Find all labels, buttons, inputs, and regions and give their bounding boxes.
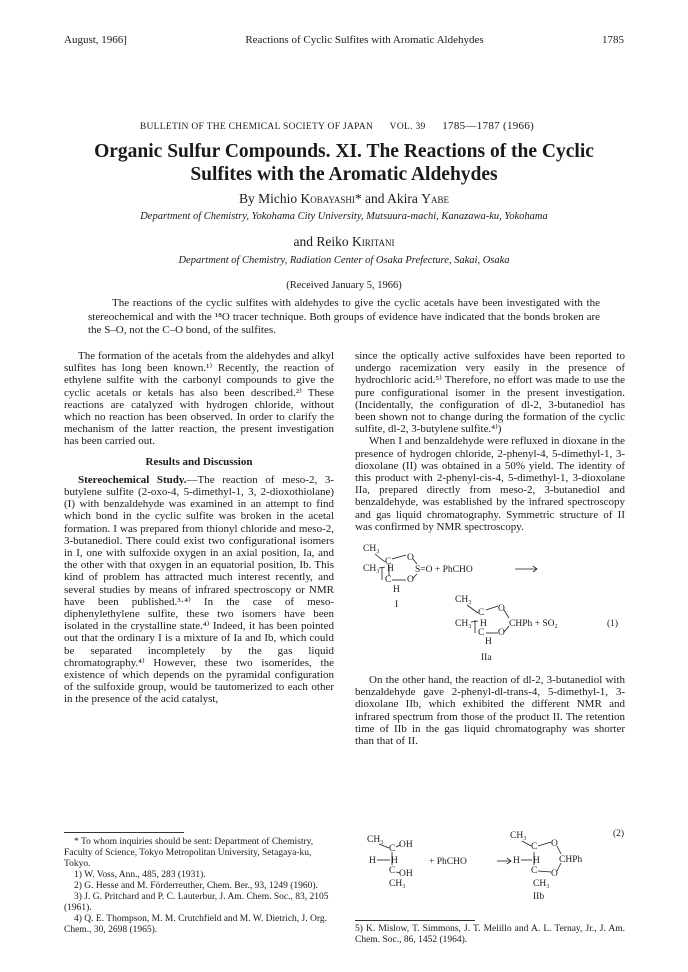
abstract: The reactions of the cyclic sulfites with aldehydes to give the cyclic acetals have been investigated with the stereochemical and with the ¹⁸O tracer technique. Both groups of evidence have indicated that the bonds broken are the S–O, not the C–O bond, of the sulfites. [88, 297, 600, 336]
s2-plus-benzaldehyde: + PhCHO [429, 857, 467, 867]
received-date: (Received January 5, 1966) [286, 280, 402, 291]
footnotes [64, 837, 334, 936]
footnote-2: 2) G. Hesse and M. Förderreuther, Chem. Ber., 93, 1249 (1960). [74, 881, 318, 891]
s2-h-left: H [369, 856, 376, 866]
author-prefix: By Michio [238, 191, 301, 206]
s2-prod-h-left: H [513, 856, 520, 866]
reaction-scheme-1 [355, 540, 630, 665]
s1-prod-o-top: O [498, 604, 505, 614]
equation-2-number: (2) [613, 829, 625, 839]
stereo-text: —The reaction of meso-2, 3-butylene sulfite (2-oxo-4, 5-dimethyl-1, 3, 2-dioxothiolane) (I) with benzaldehyde was examined in an attempt to find which bond in the cyclic sulfite was broken in the acetal formation. I was prepared from thionyl chloride and meso-2, 3-butanediol. There could exist two configurational isomers in I, one with sulfoxide oxygen in an axial position, Ia, and the other with that oxygen in an equatorial position, Ib. This kind of problem has attracted much interest recently, and several studies by means of infrared spectroscopy or NMR have been published.³·⁴⁾ In the case of meso-diphenylethylene sulfite, these two isomers have been isolated in the crystalline state.⁴⁾ Indeed, it has been pointed out that the ordinary I is a mixture of Ia and Ib, which could be separated incompletely by the gas liquid chromatography.⁴⁾ However, these two isomerides, the existence of which depends on the pyramidal configuration of the sulfoxide group, would be tautomerized to each other in the presence of the acid catalyst, [64, 473, 334, 706]
s2-oh-bottom: OH [399, 869, 413, 879]
s1-sulfite: S=O + PhCHO [415, 565, 473, 575]
intro-paragraph: The formation of the acetals from the aldehydes and alkyl sulfites has long been known.¹⁾ Recently, the reaction of ethylene sulfite with the carbonyl compounds to give the cyclic acetals or ketals has also been described.²⁾ These reactions are catalyzed with hydrogen chloride, without which no reaction has been observed. In order to clarify the mechanism of the latter reaction, the present investigation has been carried out. [64, 350, 334, 448]
footnote-5-rule [355, 920, 475, 921]
s2-prod-ch3-bottom: CH₃ [533, 879, 550, 889]
label-IIb: IIb [533, 892, 545, 902]
label-I: I [395, 600, 399, 610]
footnote-5: 5) K. Mislow, T. Simmons, J. T. Melillo and A. L. Ternay, Jr., J. Am. Chem. Soc., 86, 1452 (1964). [355, 924, 625, 945]
s1-ch3-top: CH₃ [363, 544, 380, 554]
s1-o-top: O [407, 553, 414, 563]
journal-pages: 1785—1787 (1966) [442, 120, 535, 132]
label-IIa: IIa [481, 653, 492, 663]
s2-prod-c-top: C [531, 842, 538, 852]
s1-prod-o-bottom: O [498, 628, 505, 638]
author-surname-3: Kiritani [351, 234, 395, 249]
s1-h-2: H [393, 585, 400, 595]
reflux-paragraph: When I and benzaldehyde were refluxed in dioxane in the presence of hydrogen chloride, 2-phenyl-4, 5-dimethyl-1, 3-dioxolane (II) was obtained in a 50% yield. The identity of this product with 2-phenyl-cis-4, 5-dimethyl-1, 3-dioxolane IIa, prepared directly from meso-2, 3-butanediol and benzaldehyde, was established by the infrared spectroscopy and gas liquid chromatography. Symmetric structure of II was confirmed by NMR spectroscopy. [355, 435, 625, 533]
s1-prod-c-top: C [478, 608, 485, 618]
s1-prod-c-bottom: C [478, 628, 485, 638]
affiliation-1: Department of Chemistry, Yokohama City University, Mutsuura-machi, Kanazawa-ku, Yokohama [140, 211, 548, 222]
s2-oh-top: OH [399, 840, 413, 850]
title-line-2: Sulfites with the Aromatic Aldehydes [190, 164, 498, 185]
running-head-date: August, 1966] [64, 34, 127, 46]
s2-prod-c-bottom: C [531, 866, 538, 876]
s2-prod-h-mid: H [533, 856, 540, 866]
journal-name: BULLETIN OF THE CHEMICAL SOCIETY OF JAPAN [139, 122, 374, 132]
footnote-3: 3) J. G. Pritchard and P. C. Lauterbur, J. Am. Chem. Soc., 83, 2105 (1961). [64, 892, 329, 913]
author-prefix-2: and Reiko [293, 234, 352, 249]
running-head [64, 34, 624, 46]
equation-1-number: (1) [607, 619, 619, 629]
s1-prod-h-1: H [480, 619, 487, 629]
bulletin-line [64, 120, 624, 132]
paper-title [64, 140, 624, 186]
author-mid: * and Akira [354, 191, 422, 206]
authors-line-1 [64, 191, 624, 207]
s2-c-bottom: C [389, 866, 396, 876]
racemization-paragraph: since the optically active sulfoxides have been reported to undergo racemization very easily in the presence of hydrochloric acid.⁵⁾ Therefore, no effort was made to use the pure configurational isomer in the present investigation. (Incidentally, the configuration of dl-2, 3-butanediol has been shown not to change during the formation of the cyclic sulfite, dl-2, 3-butylene sulfite.⁴⁾) [355, 350, 625, 436]
dl-paragraph: On the other hand, the reaction of dl-2, 3-butanediol with benzaldehyde gave 2-phenyl-dl-trans-4, 5-dimethyl-1, 3-dioxolane IIb, which exhibited the different NMR and infrared spectrum from those of the product II. The retention time of IIb in the gas liquid chromatography was shorter than that of II. [355, 674, 625, 748]
right-column [355, 350, 625, 533]
affiliation-2: Department of Chemistry, Radiation Center of Osaka Prefecture, Sakai, Osaka [178, 255, 510, 266]
s2-prod-o-top: O [551, 839, 558, 849]
title-line-1: Organic Sulfur Compounds. XI. The Reactions of the Cyclic [94, 141, 594, 162]
dl-paragraph-wrapper [355, 674, 625, 747]
running-head-page: 1785 [602, 34, 624, 46]
s1-h-1: H [387, 564, 394, 574]
s2-ch3-top: CH₃ [367, 835, 384, 845]
footnote-rule [64, 832, 184, 833]
footnote-4: 4) Q. E. Thompson, M. M. Crutchfield and M. W. Dietrich, J. Org. Chem., 30, 2698 (1965). [64, 914, 327, 935]
s1-prod-ch3-left: CH₃ [455, 619, 472, 629]
s2-prod-o-bottom: O [551, 869, 558, 879]
s2-prod-ch3-top: CH₃ [510, 831, 527, 841]
s2-ch3-bottom: CH₃ [389, 879, 406, 889]
left-column [64, 350, 334, 706]
author-surname-1: Kobayashi [300, 191, 355, 206]
running-head-title: Reactions of Cyclic Sulfites with Aromatic Aldehydes [245, 34, 484, 46]
reaction-scheme-2 [355, 826, 630, 916]
s2-prod-rest: CHPh [559, 855, 583, 865]
journal-volume: VOL. 39 [389, 122, 426, 132]
s1-prod-h-2: H [485, 637, 492, 647]
s1-prod-ch3-top: CH₃ [455, 595, 472, 605]
authors-line-2 [64, 234, 624, 250]
stereo-heading: Stereochemical Study. [78, 473, 187, 486]
footnote-1: 1) W. Voss, Ann., 485, 283 (1931). [74, 870, 206, 880]
s1-o-bottom: O [407, 575, 414, 585]
s1-ch3-left: CH₃ [363, 564, 380, 574]
footnote-star: * To whom inquiries should be sent: Department of Chemistry, Faculty of Science, Tokyo Metropolitan University, Setagaya-ku, Tokyo. [64, 837, 314, 869]
s2-h-mid: H [391, 856, 398, 866]
s1-c-bottom: C [385, 575, 392, 585]
stereo-paragraph [64, 474, 334, 706]
s1-c-top: C [385, 557, 392, 567]
s1-prod-rest: CHPh + SO₂ [509, 619, 558, 629]
section-heading: Results and Discussion [145, 455, 253, 468]
s2-c-top: C [389, 844, 396, 854]
author-surname-2: Yabe [421, 191, 450, 206]
